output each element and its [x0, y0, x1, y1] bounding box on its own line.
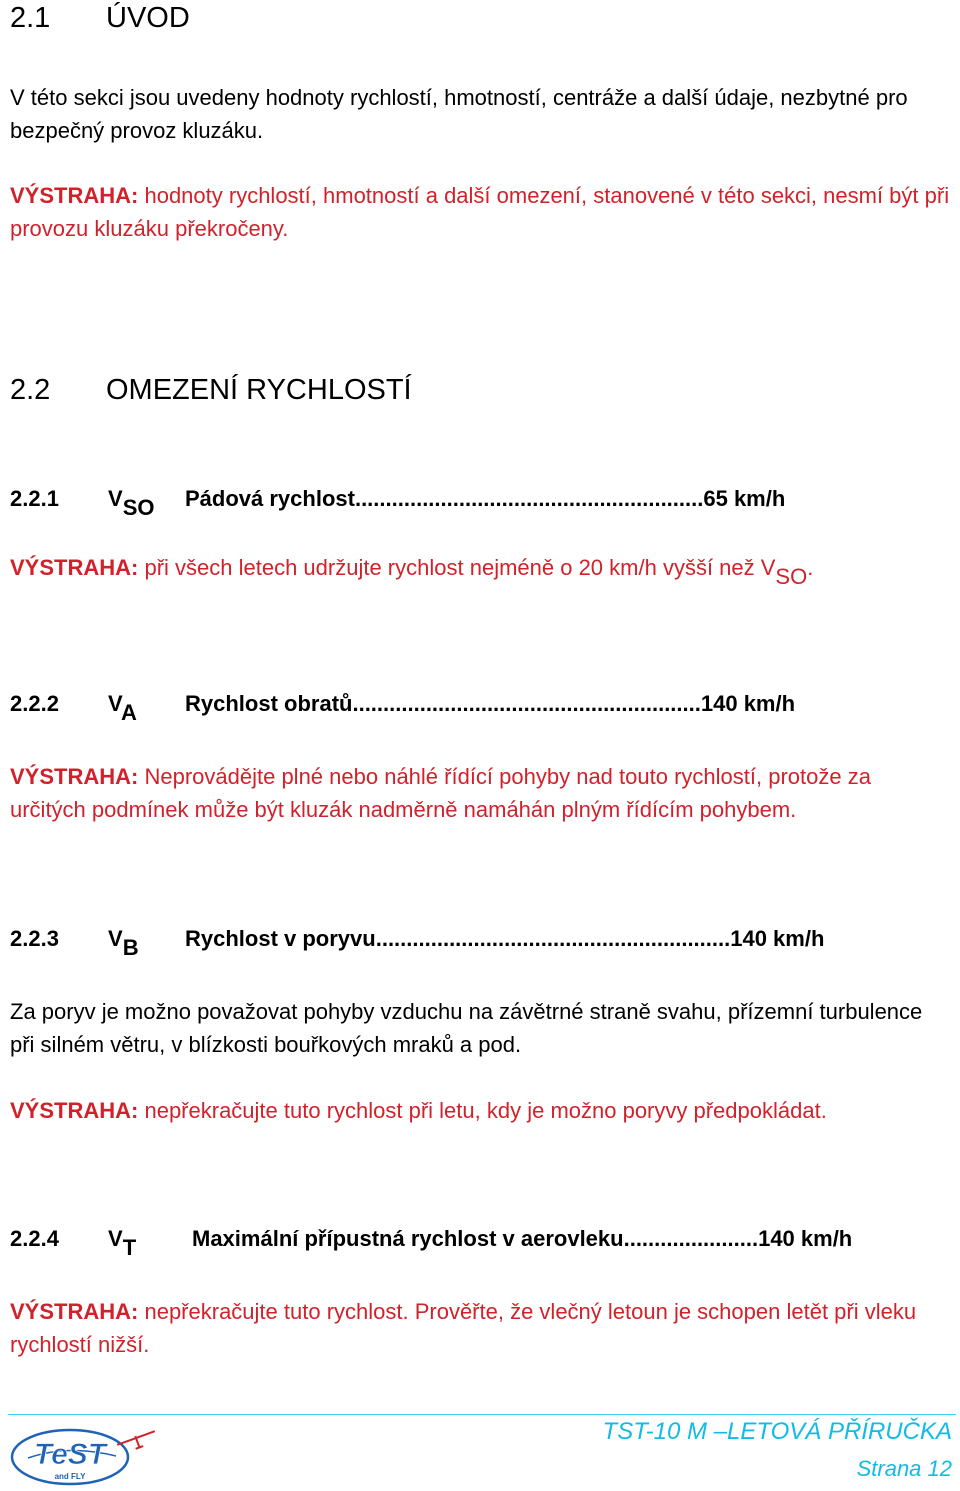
item-symbol [108, 1226, 137, 1260]
item-name-line [185, 486, 785, 512]
warning-label: VÝSTRAHA: [10, 764, 139, 789]
warning-text: Neprovádějte plné nebo náhlé řídící pohyby nad touto rychlostí, protože za určitých podmínek může být kluzák nadměrně namáhán plným řídícím pohybem. [10, 764, 871, 822]
warning-label: VÝSTRAHA: [10, 183, 139, 208]
footer-page-number: Strana 12 [856, 1456, 952, 1481]
item-name-line [185, 926, 824, 952]
section-2-1-heading [10, 2, 190, 35]
warning-text: nepřekračujte tuto rychlost při letu, kdy je možno poryvy předpokládat. [144, 1098, 827, 1123]
item-name: Maximální přípustná rychlost v aerovleku [192, 1226, 624, 1251]
symbol-subscript: T [122, 1235, 137, 1260]
section-2-2-heading [10, 374, 412, 407]
item-name-line [185, 691, 795, 717]
symbol-v: V [108, 1226, 123, 1251]
warning-paragraph [10, 1295, 950, 1361]
symbol-v: V [108, 691, 122, 716]
footer-document-title: TST-10 M –LETOVÁ PŘÍRUČKA [602, 1418, 952, 1445]
warning-paragraph [10, 1094, 950, 1127]
logo-text: TeST [33, 1438, 107, 1471]
item-name-line [192, 1226, 852, 1252]
warning-end: . [807, 555, 814, 580]
logo-subtext: and FLY [54, 1472, 86, 1481]
warning-text: při všech letech udržujte rychlost nejméně o 20 km/h vyšší než V [144, 555, 776, 580]
item-name: Pádová rychlost [185, 486, 355, 511]
test-and-fly-logo [8, 1424, 158, 1490]
warning-label: VÝSTRAHA: [10, 1299, 139, 1324]
item-symbol [108, 926, 139, 960]
section-title: OMEZENÍ RYCHLOSTÍ [106, 374, 412, 406]
leader-dots: ......................................................... [352, 691, 701, 716]
item-value: 140 km/h [700, 691, 796, 716]
symbol-subscript: A [121, 700, 137, 725]
leader-dots: ...................... [623, 1226, 759, 1251]
leader-dots: ......................................................... [354, 486, 704, 511]
warning-paragraph [10, 179, 950, 245]
intro-paragraph: V této sekci jsou uvedeny hodnoty rychlostí, hmotností, centráže a další údaje, nezbytné pro bezpečný provoz kluzáku. [10, 85, 908, 143]
symbol-subscript: B [122, 935, 139, 960]
section-number: 2.2 [10, 374, 51, 406]
item-value: 140 km/h [730, 926, 825, 951]
leader-dots: .......................................................... [375, 926, 731, 951]
item-value: 65 km/h [703, 486, 786, 511]
item-name: Rychlost v poryvu [185, 926, 376, 951]
item-number: 2.2.1 [10, 486, 59, 511]
warning-subscript: SO [775, 564, 808, 589]
symbol-subscript: SO [122, 495, 155, 520]
item-number: 2.2.4 [10, 1226, 59, 1251]
footer-divider [8, 1414, 956, 1415]
section-number: 2.1 [10, 2, 51, 34]
symbol-v: V [108, 486, 123, 511]
warning-paragraph [10, 551, 950, 589]
warning-text: hodnoty rychlostí, hmotností a další omezení, stanovené v této sekci, nesmí být při provozu kluzáku překročeny. [10, 183, 950, 241]
item-number: 2.2.3 [10, 926, 59, 951]
item-number: 2.2.2 [10, 691, 59, 716]
item-value: 140 km/h [758, 1226, 853, 1251]
section-title: ÚVOD [106, 2, 190, 34]
item-name: Rychlost obratů [185, 691, 353, 716]
item-symbol [108, 486, 155, 520]
symbol-v: V [108, 926, 123, 951]
gust-note-paragraph: Za poryv je možno považovat pohyby vzduchu na závětrné straně svahu, přízemní turbulence při silném větru, v blízkosti bouřkových mraků a pod. [10, 999, 923, 1057]
warning-text: nepřekračujte tuto rychlost. Prověřte, že vlečný letoun je schopen letět při vleku rychlostí nižší. [10, 1299, 917, 1357]
warning-label: VÝSTRAHA: [10, 1098, 139, 1123]
warning-label: VÝSTRAHA: [10, 555, 139, 580]
item-symbol [108, 691, 137, 725]
warning-paragraph [10, 760, 950, 826]
